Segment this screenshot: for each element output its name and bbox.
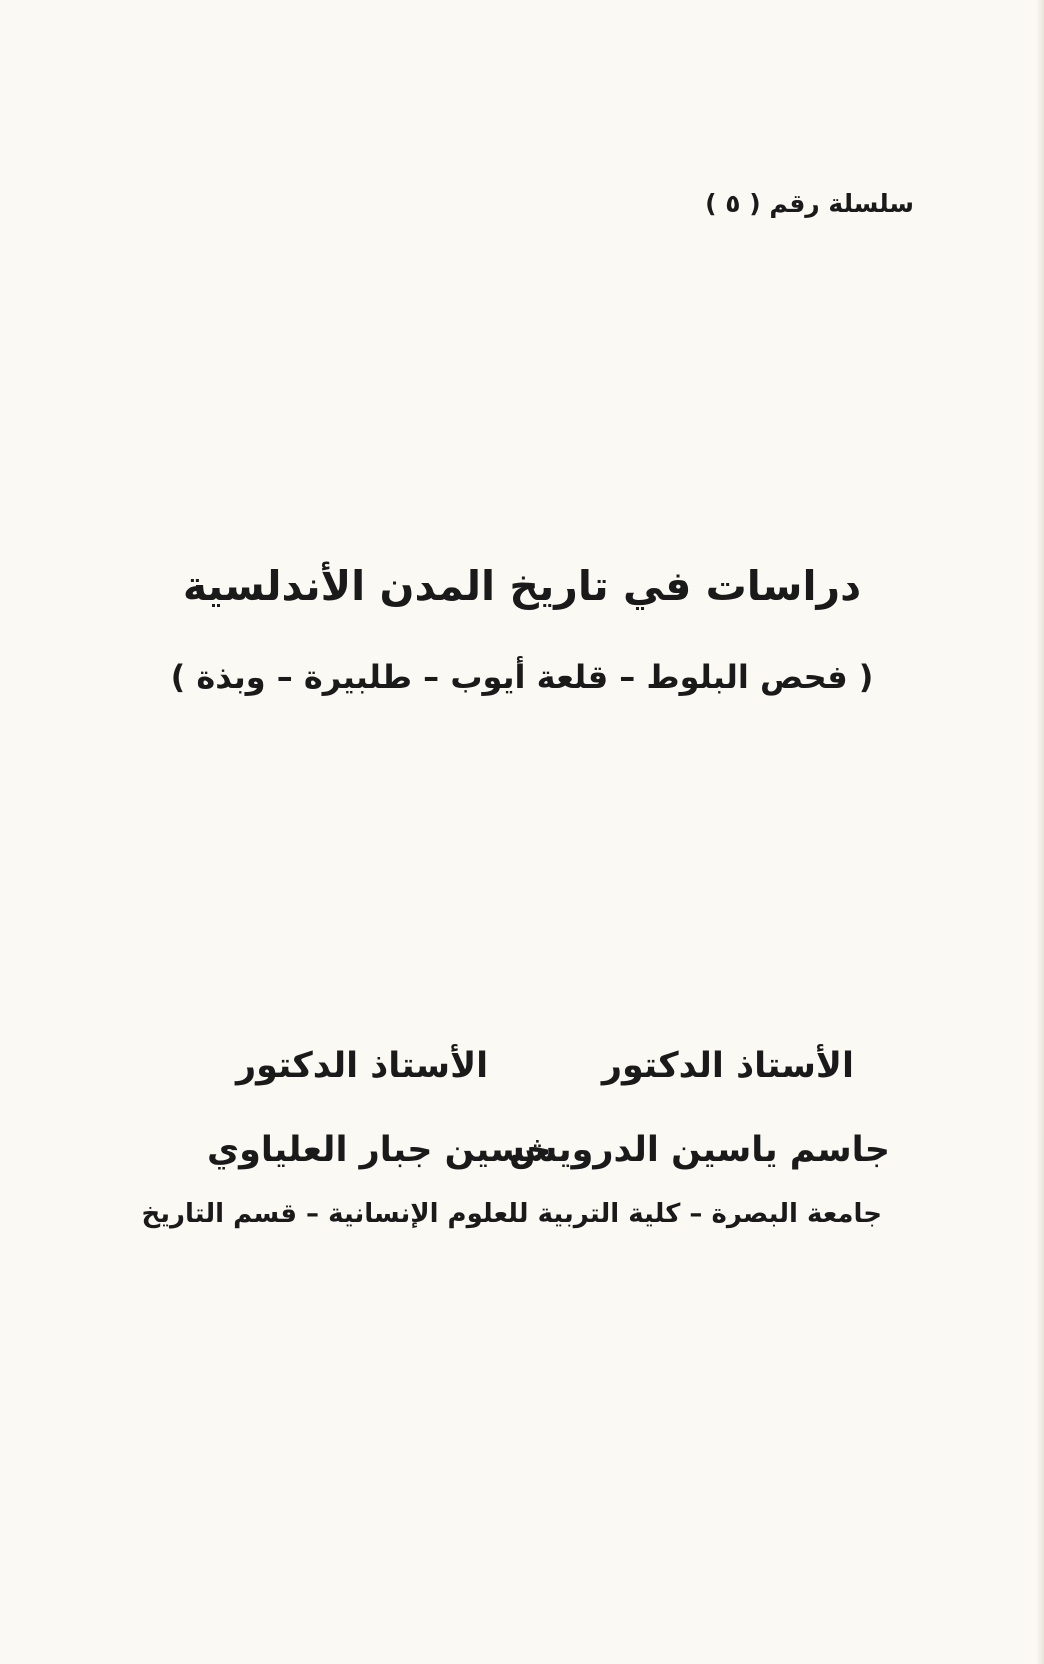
author-2-name: حسين جبار العلياوي <box>207 1130 552 1170</box>
page-edge <box>1036 0 1044 1664</box>
book-subtitle: ( فحص البلوط – قلعة أيوب – طلبيرة – وبذة ) <box>170 658 874 696</box>
series-number: سلسلة رقم ( ٥ ) <box>705 189 914 218</box>
author-2-honorific: الأستاذ الدكتور <box>236 1046 489 1086</box>
book-title: دراسات في تاريخ المدن الأندلسية <box>182 562 862 610</box>
affiliation: جامعة البصرة – كلية التربية للعلوم الإنسانية – قسم التاريخ <box>141 1199 882 1229</box>
author-1-name: جاسم ياسين الدرويش <box>509 1130 890 1170</box>
author-1-honorific: الأستاذ الدكتور <box>601 1046 854 1086</box>
